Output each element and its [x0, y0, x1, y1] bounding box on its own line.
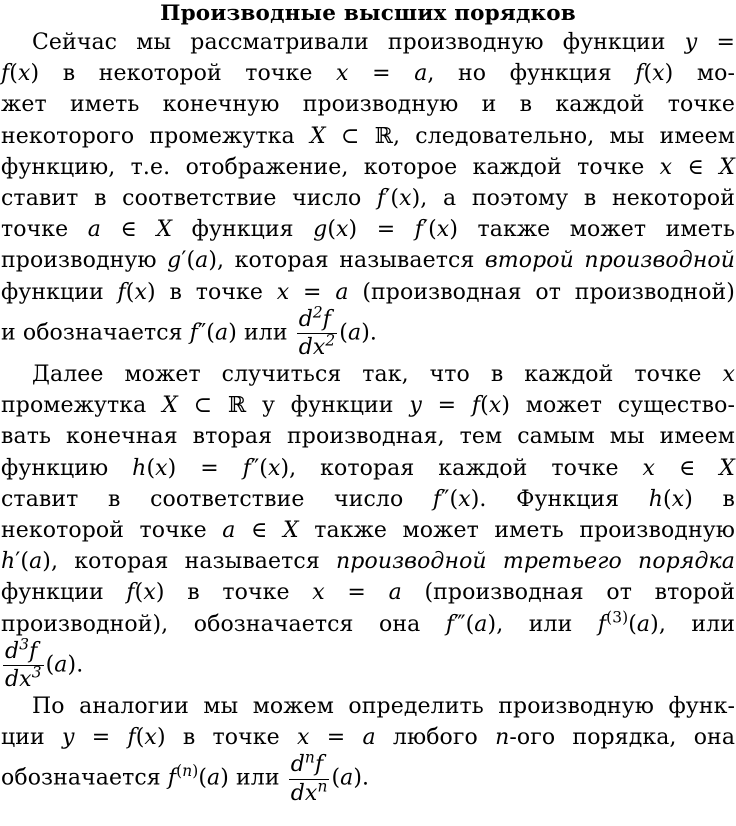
fraction-dnf-dxn: $\frac{d^nf}{dx^n}$: [290, 748, 328, 806]
paragraph-3: По аналогии мы можем определить производную функ- ции y = f(x) в точке x = a любого n-ого порядка, она обозначается $f^{(n)}(a)$ или $\frac{d^nf}{dx^n}$ (a).: [1, 694, 736, 806]
term-second-derivative: второй производной: [484, 248, 736, 274]
section-title: Производные высших порядков: [160, 1, 576, 26]
term-third-derivative: производной третьего порядка: [336, 549, 736, 575]
fraction-d3f-dx3: $\frac{d^3f}{dx^3}$: [5, 635, 42, 692]
fraction-d2f-dx2: $\frac{d^2f}{dx^2}$: [298, 303, 336, 360]
paragraph-2: Далее может случиться так, что в каждой точке x промежутка X ⊂ ℝ у функции y = f(x) может существо- вать конечная вторая производная, тем самым мы имеем функцию h(x) = f″(x), которая каждой точке x ∈ X ставит в соответствие число f″(x). Функция h(x) в некоторой точке a ∈ X также может иметь производную h′(a), которая называется производной третьего порядка функции f(x) в точке x = a (производная от второй производной), обозначается она f‴(a), или $f^{(3)}(a)$, или $\frac{d^3f}{dx^3}$ (a).: [1, 362, 736, 692]
paragraph-1: Сейчас мы рассматривали производную функции y = f(x) в некоторой точке x = a, но функция f(x) мо- жет иметь конечную производную и в каждой точке некоторого промежутка X ⊂ ℝ, следовательно, мы имеем функцию, т.е. отображение, которое каждой точке x ∈ X ставит в соответствие число f′(x), а поэтому в некоторой точке a ∈ X функция g(x) = f′(x) также может иметь производную g′(a), которая называется второй производной функции f(x) в точке x = a (производная от производной) и обозначается f″(a) или $\frac{d^2f}{dx^2}$ (a).: [1, 30, 736, 360]
